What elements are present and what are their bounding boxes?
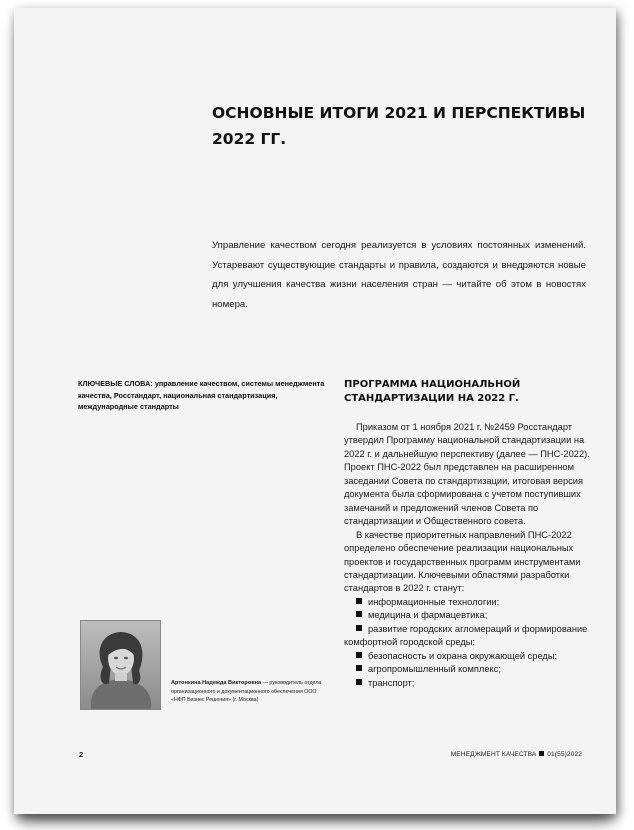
keywords-label: КЛЮЧЕВЫЕ СЛОВА: xyxy=(78,379,153,388)
list-item: транспорт; xyxy=(344,677,590,690)
journal-name: МЕНЕДЖМЕНТ КАЧЕСТВА xyxy=(450,751,537,758)
article-title: ОСНОВНЫЕ ИТОГИ 2021 И ПЕРСПЕКТИВЫ 2022 ГГ. xyxy=(212,104,586,148)
author-description: — руководитель отдела организационного и документационного обеспечения ООО «НФП Бизнес Решения» (г. Москва) xyxy=(171,680,322,703)
section-paragraph-2: В качестве приоритетных направлений ПНС-2022 определено обеспечение реализации национальных проектов и государственных программ инструментами стандартизации. Ключевыми областями разработки стандартов в 2022 г. станут: xyxy=(344,529,581,594)
bullet-icon xyxy=(356,665,362,671)
list-item: информационные технологии; xyxy=(344,596,590,609)
author-caption xyxy=(171,679,331,705)
list-item: агропромышленный комплекс; xyxy=(344,663,590,676)
running-footer xyxy=(451,751,582,758)
section-paragraph-1: Приказом от 1 ноября 2021 г. №2459 Росстандарт утвердил Программу национальной стандартизации на 2022 г. и дальнейшую перспективу (далее — ПНС-2022). Проект ПНС-2022 был представлен на расширенном заседании Совета по стандартизации, итоговая версия документа была сформирована с учетом поступивших замечаний и предложений членов Совета по стандартизации и Общественного совета. xyxy=(344,422,590,527)
section-body xyxy=(344,421,590,690)
list-item: медицина и фармацевтика; xyxy=(344,609,590,622)
bullet-icon xyxy=(356,611,362,617)
author-portrait-icon xyxy=(81,621,160,709)
bullet-icon xyxy=(356,652,362,658)
author-photo xyxy=(80,620,161,710)
bullet-icon xyxy=(356,625,362,631)
article-lead: Управление качеством сегодня реализуется в условиях постоянных изменений. Устаревают существующие стандарты и правила, создаются и внедряются новые для улучшения качества жизни населения стран — читайте об этом в новостях номера. xyxy=(212,240,586,310)
keywords-text: управление качеством, системы менеджмента качества, Росстандарт, национальная стандартизация, международные стандарты xyxy=(78,379,325,411)
issue-number: 01(55)2022 xyxy=(547,751,582,758)
magazine-page xyxy=(14,8,616,814)
section-heading: ПРОГРАММА НАЦИОНАЛЬНОЙ СТАНДАРТИЗАЦИИ НА 2022 Г. xyxy=(344,379,521,404)
list-item: развитие городских агломераций и формирование комфортной городской среды; xyxy=(344,623,588,648)
priority-list xyxy=(344,596,590,690)
page-number: 2 xyxy=(79,750,84,759)
square-separator-icon xyxy=(539,751,544,756)
keywords-block xyxy=(78,378,328,413)
bullet-icon xyxy=(356,598,362,604)
author-name: Артонкина Надежда Викторовна xyxy=(171,680,262,686)
list-item: безопасность и охрана окружающей среды; xyxy=(344,650,590,663)
bullet-icon xyxy=(356,679,362,685)
